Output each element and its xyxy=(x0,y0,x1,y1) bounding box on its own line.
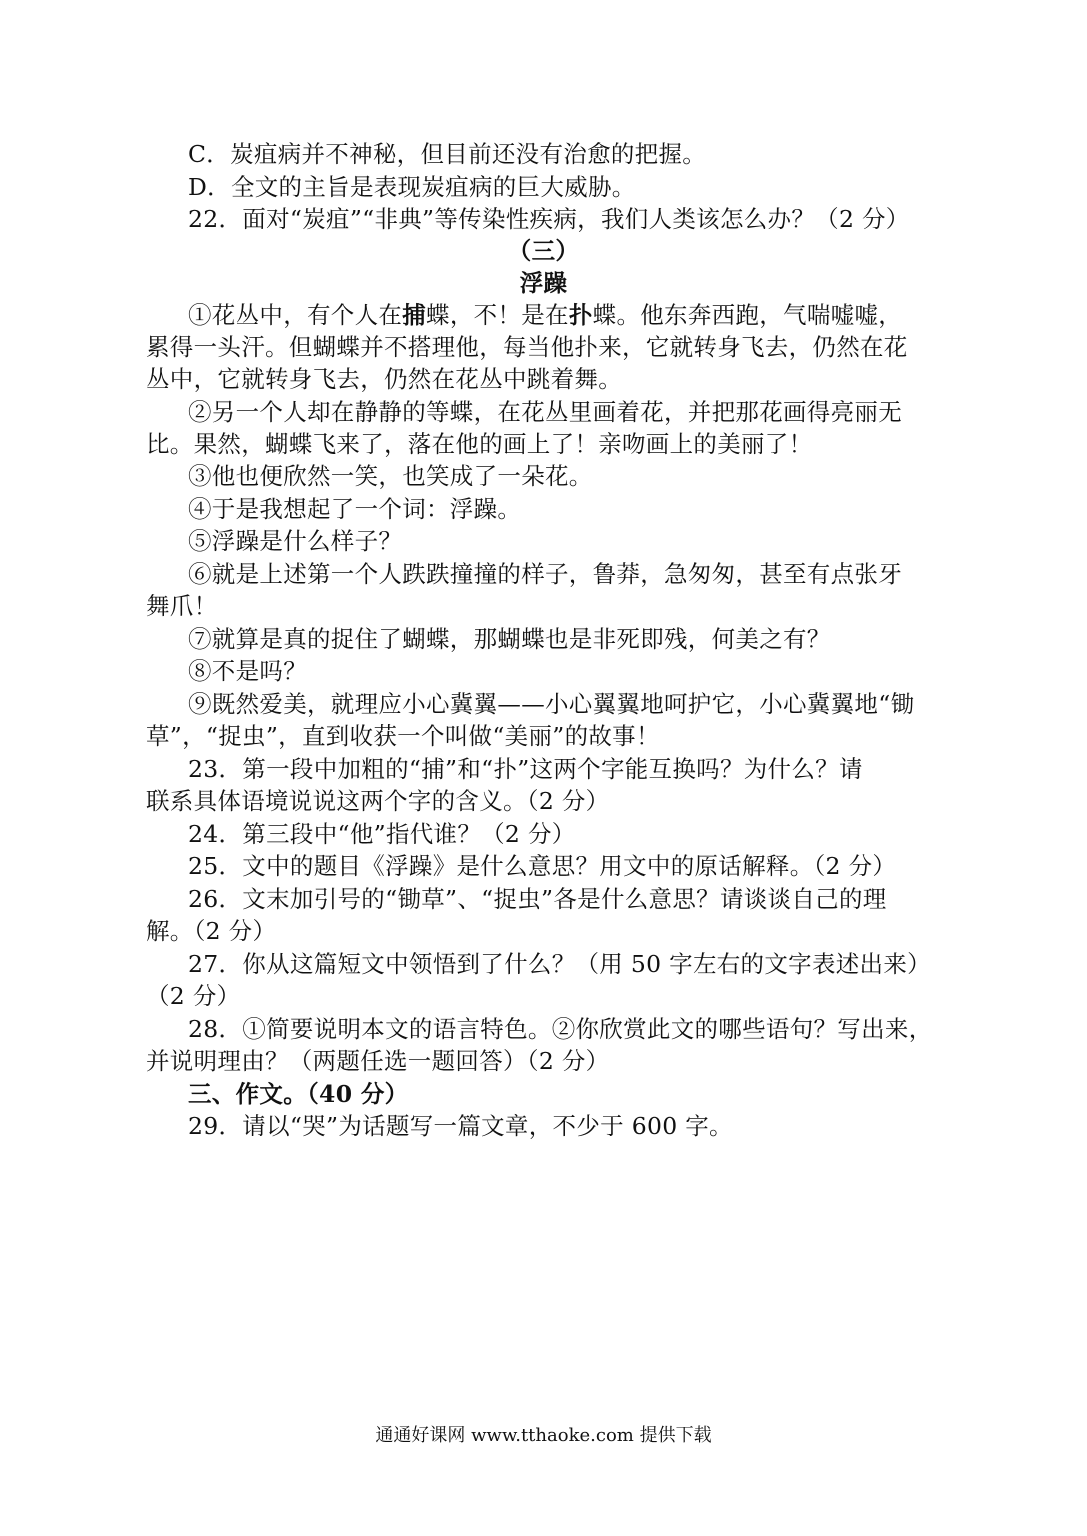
section-label: （三） xyxy=(507,237,580,265)
article-title: 浮躁 xyxy=(519,269,568,297)
question-26-line-2: 解。（2 分） xyxy=(146,917,277,945)
question-28-line-2: 并说明理由？（两题任选一题回答）（2 分） xyxy=(146,1047,610,1075)
paragraph-1-line-2: 累得一头汗。但蝴蝶并不搭理他，每当他扑来，它就转身飞去，仍然在花 xyxy=(146,333,908,361)
p1-text-mid: 蝶，不！是在 xyxy=(426,301,569,329)
paragraph-8: ⑧不是吗？ xyxy=(188,657,307,685)
question-22: 22．面对“炭疽”“非典”等传染性疾病，我们人类该怎么办？（2 分） xyxy=(188,205,910,233)
paragraph-1-line-1 xyxy=(188,299,988,331)
paragraph-4: ④于是我想起了一个词：浮躁。 xyxy=(188,495,522,523)
question-28-line-1: 28．①简要说明本文的语言特色。②你欣赏此文的哪些语句？写出来， xyxy=(188,1015,933,1043)
paragraph-2-line-1: ②另一个人却在静静的等蝶，在花丛里画着花，并把那花画得亮丽无 xyxy=(188,398,902,426)
question-29: 29．请以“哭”为话题写一篇文章，不少于 600 字。 xyxy=(188,1112,733,1140)
question-26-line-1: 26．文末加引号的“锄草”、“捉虫”各是什么意思？请谈谈自己的理 xyxy=(188,885,887,913)
paragraph-6-line-2: 舞爪！ xyxy=(146,592,218,620)
composition-heading: 三、作文。（40 分） xyxy=(188,1080,409,1108)
paragraph-2-line-2: 比。果然，蝴蝶飞来了，落在他的画上了！亲吻画上的美丽了！ xyxy=(146,430,813,458)
question-23-line-1: 23．第一段中加粗的“捕”和“扑”这两个字能互换吗？为什么？请 xyxy=(188,755,863,783)
paragraph-5: ⑤浮躁是什么样子？ xyxy=(188,527,403,555)
paragraph-3: ③他也便欣然一笑，也笑成了一朵花。 xyxy=(188,462,593,490)
paragraph-6-line-1: ⑥就是上述第一个人跌跌撞撞的样子，鲁莽，急匆匆，甚至有点张牙 xyxy=(188,560,902,588)
question-27-line-2: （2 分） xyxy=(146,982,241,1010)
option-c: C．炭疽病并不神秘，但目前还没有治愈的把握。 xyxy=(188,140,707,168)
paragraph-7: ⑦就算是真的捉住了蝴蝶，那蝴蝶也是非死即残，何美之有？ xyxy=(188,625,831,653)
question-23-line-2: 联系具体语境说说这两个字的含义。（2 分） xyxy=(146,787,610,815)
p1-text-post: 蝶。他东奔西跑，气喘嘘嘘， xyxy=(592,301,903,329)
bold-char-bu-catch: 捕 xyxy=(402,301,427,329)
p1-text-pre: ①花丛中，有个人在 xyxy=(188,301,403,329)
question-27-line-1: 27．你从这篇短文中领悟到了什么？（用 50 字左右的文字表述出来） xyxy=(188,950,931,978)
page-footer: 通通好课网 www.tthaoke.com 提供下载 xyxy=(375,1425,712,1446)
paragraph-9-line-2: 草”，“捉虫”，直到收获一个叫做“美丽”的故事！ xyxy=(146,722,660,750)
bold-char-pu-pounce: 扑 xyxy=(568,301,593,329)
question-24: 24．第三段中“他”指代谁？（2 分） xyxy=(188,820,576,848)
paragraph-9-line-1: ⑨既然爱美，就理应小心冀翼——小心翼翼地呵护它，小心冀翼地“锄 xyxy=(188,690,915,718)
question-25: 25．文中的题目《浮躁》是什么意思？用文中的原话解释。（2 分） xyxy=(188,852,897,880)
paragraph-1-line-3: 丛中，它就转身飞去，仍然在花丛中跳着舞。 xyxy=(146,365,622,393)
option-d: D．全文的主旨是表现炭疽病的巨大威胁。 xyxy=(188,173,636,201)
